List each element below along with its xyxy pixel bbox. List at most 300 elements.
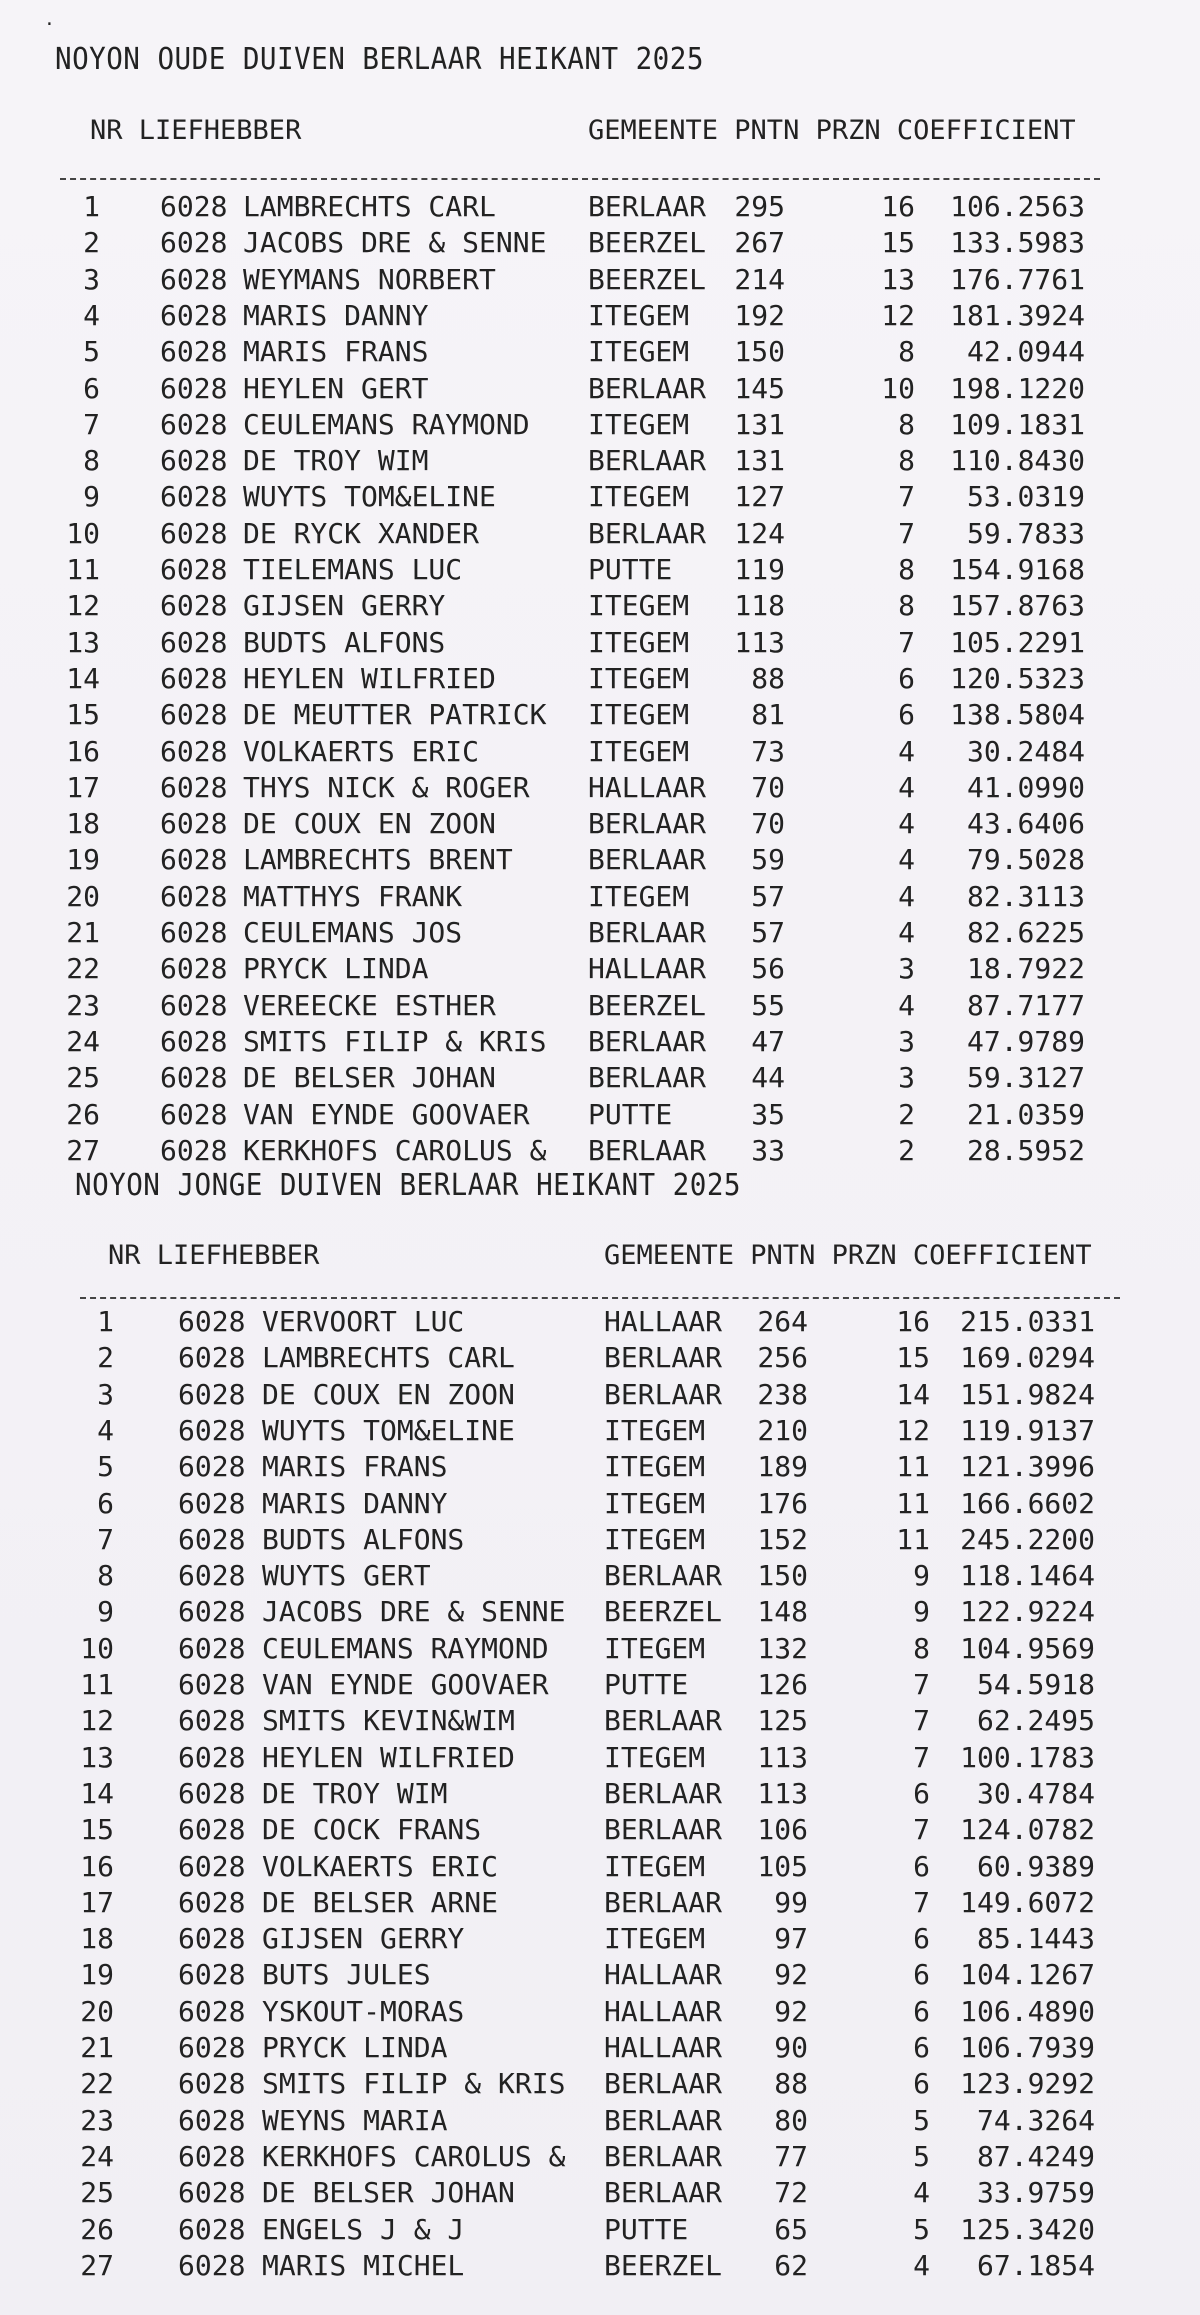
row-member-nr: 6028 xyxy=(178,1559,246,1593)
row-points: 150 xyxy=(734,335,785,369)
row-prizes: 6 xyxy=(898,661,915,695)
row-prizes: 5 xyxy=(913,2103,930,2137)
row-points: 256 xyxy=(757,1341,808,1375)
table-row xyxy=(0,843,1200,879)
row-municipality: BERLAAR xyxy=(604,1885,723,1919)
row-coefficient: 54.5918 xyxy=(976,1668,1095,1701)
row-fancier-name: MARIS DANNY xyxy=(243,298,429,332)
row-prizes: 6 xyxy=(913,2067,930,2101)
row-fancier-name: DE MEUTTER PATRICK xyxy=(243,698,547,732)
row-municipality: BERLAAR xyxy=(604,1813,723,1847)
row-fancier-name: MARIS MICHEL xyxy=(262,2248,465,2282)
row-prizes: 11 xyxy=(896,1522,930,1556)
row-fancier-name: DE TROY WIM xyxy=(262,1776,448,1810)
row-points: 99 xyxy=(774,1885,808,1919)
row-fancier-name: MATTHYS FRANK xyxy=(243,879,463,913)
row-coefficient: 30.2484 xyxy=(966,734,1085,768)
row-prizes: 6 xyxy=(913,1994,930,2028)
row-rank: 20 xyxy=(66,879,100,913)
table-row xyxy=(0,1595,1200,1631)
row-fancier-name: HEYLEN WILFRIED xyxy=(243,661,496,695)
row-coefficient: 82.3113 xyxy=(966,879,1085,913)
row-municipality: BEERZEL xyxy=(604,2248,723,2282)
row-member-nr: 6028 xyxy=(178,1740,246,1774)
row-prizes: 2 xyxy=(898,1097,915,1131)
header-divider xyxy=(60,178,1100,180)
row-coefficient: 122.9224 xyxy=(960,1595,1095,1629)
row-fancier-name: DE BELSER JOHAN xyxy=(262,2176,515,2210)
row-points: 150 xyxy=(757,1559,808,1593)
row-fancier-name: WUYTS TOM&ELINE xyxy=(262,1413,515,1447)
row-member-nr: 6028 xyxy=(160,1097,228,1131)
row-municipality: HALLAAR xyxy=(604,1958,723,1992)
row-municipality: BERLAAR xyxy=(604,1559,723,1593)
row-municipality: BERLAAR xyxy=(588,1133,707,1167)
row-rank: 5 xyxy=(83,335,100,369)
table-row xyxy=(0,1813,1200,1849)
row-points: 92 xyxy=(774,1994,808,2028)
table-row xyxy=(0,1922,1200,1958)
row-coefficient: 21.0359 xyxy=(966,1097,1085,1131)
section-title: NOYON JONGE DUIVEN BERLAAR HEIKANT 2025 xyxy=(75,1168,741,1203)
row-fancier-name: KERKHOFS CAROLUS & xyxy=(243,1133,547,1167)
row-prizes: 5 xyxy=(913,2139,930,2173)
table-row xyxy=(0,1378,1200,1414)
row-fancier-name: SMITS KEVIN&WIM xyxy=(262,1704,515,1738)
row-prizes: 4 xyxy=(898,770,915,804)
table-row xyxy=(0,517,1200,553)
row-points: 56 xyxy=(751,952,785,986)
table-row xyxy=(0,1341,1200,1377)
row-points: 73 xyxy=(751,734,785,768)
row-prizes: 8 xyxy=(898,589,915,623)
row-points: 126 xyxy=(757,1668,808,1701)
row-rank: 19 xyxy=(66,843,100,877)
row-coefficient: 87.4249 xyxy=(976,2139,1095,2173)
row-rank: 3 xyxy=(83,262,100,296)
table-row xyxy=(0,807,1200,843)
row-member-nr: 6028 xyxy=(160,407,228,441)
table-row xyxy=(0,698,1200,734)
row-fancier-name: WUYTS GERT xyxy=(262,1559,431,1593)
table-row xyxy=(0,226,1200,262)
row-coefficient: 169.0294 xyxy=(960,1341,1095,1375)
row-fancier-name: WEYMANS NORBERT xyxy=(243,262,496,296)
row-coefficient: 67.1854 xyxy=(976,2248,1095,2282)
row-points: 55 xyxy=(751,988,785,1022)
row-municipality: ITEGEM xyxy=(604,1413,706,1447)
row-rank: 21 xyxy=(66,916,100,949)
row-municipality: BERLAAR xyxy=(588,371,707,405)
row-municipality: BERLAAR xyxy=(588,190,707,223)
row-rank: 14 xyxy=(66,661,100,695)
row-municipality: PUTTE xyxy=(588,553,673,586)
row-rank: 22 xyxy=(66,952,100,986)
row-fancier-name: BUDTS ALFONS xyxy=(243,625,446,659)
row-coefficient: 53.0319 xyxy=(966,480,1085,514)
row-member-nr: 6028 xyxy=(178,1305,246,1338)
row-fancier-name: VAN EYNDE GOOVAER xyxy=(243,1097,530,1131)
row-municipality: BEERZEL xyxy=(588,988,707,1022)
row-points: 97 xyxy=(774,1922,808,1956)
row-coefficient: 215.0331 xyxy=(960,1305,1095,1338)
row-municipality: BERLAAR xyxy=(604,1341,723,1375)
row-municipality: ITEGEM xyxy=(588,407,690,441)
table-row xyxy=(0,1850,1200,1886)
row-fancier-name: TIELEMANS LUC xyxy=(243,553,463,586)
row-municipality: BERLAAR xyxy=(588,1061,707,1095)
row-fancier-name: SMITS FILIP & KRIS xyxy=(262,2067,566,2101)
row-coefficient: 124.0782 xyxy=(960,1813,1095,1847)
row-member-nr: 6028 xyxy=(160,988,228,1022)
table-row xyxy=(0,662,1200,698)
row-member-nr: 6028 xyxy=(160,1061,228,1095)
row-coefficient: 106.7939 xyxy=(960,2031,1095,2064)
row-rank: 12 xyxy=(66,589,100,623)
row-prizes: 10 xyxy=(881,371,915,405)
row-member-nr: 6028 xyxy=(178,2031,246,2064)
row-municipality: HALLAAR xyxy=(604,2031,723,2064)
row-municipality: BERLAAR xyxy=(604,1704,723,1738)
table-row xyxy=(0,1450,1200,1486)
row-prizes: 13 xyxy=(881,262,915,296)
row-prizes: 15 xyxy=(896,1341,930,1375)
row-coefficient: 121.3996 xyxy=(960,1450,1095,1484)
row-coefficient: 87.7177 xyxy=(966,988,1085,1022)
row-rank: 21 xyxy=(80,2031,114,2064)
row-points: 105 xyxy=(757,1849,808,1883)
row-coefficient: 133.5983 xyxy=(950,226,1085,260)
table-row xyxy=(0,2104,1200,2140)
row-rank: 8 xyxy=(97,1559,114,1593)
row-fancier-name: CEULEMANS RAYMOND xyxy=(243,407,530,441)
row-prizes: 8 xyxy=(898,444,915,478)
row-coefficient: 30.4784 xyxy=(976,1776,1095,1810)
row-points: 118 xyxy=(734,589,785,623)
row-coefficient: 82.6225 xyxy=(966,916,1085,949)
row-member-nr: 6028 xyxy=(178,1922,246,1956)
row-rank: 9 xyxy=(97,1595,114,1629)
row-prizes: 7 xyxy=(898,480,915,514)
row-municipality: BERLAAR xyxy=(604,2176,723,2210)
table-row xyxy=(0,2176,1200,2212)
table-row xyxy=(0,1777,1200,1813)
row-member-nr: 6028 xyxy=(160,262,228,296)
row-member-nr: 6028 xyxy=(178,1885,246,1919)
row-rank: 8 xyxy=(83,444,100,478)
row-points: 88 xyxy=(751,661,785,695)
row-coefficient: 138.5804 xyxy=(950,698,1085,732)
row-coefficient: 106.4890 xyxy=(960,1994,1095,2028)
table-row xyxy=(0,408,1200,444)
row-points: 148 xyxy=(757,1595,808,1629)
row-points: 131 xyxy=(734,444,785,478)
row-fancier-name: LAMBRECHTS CARL xyxy=(262,1341,515,1375)
row-rank: 10 xyxy=(66,516,100,550)
row-rank: 6 xyxy=(83,371,100,405)
row-points: 106 xyxy=(757,1813,808,1847)
table-row xyxy=(0,1523,1200,1559)
row-coefficient: 62.2495 xyxy=(976,1704,1095,1738)
row-prizes: 6 xyxy=(898,698,915,732)
row-municipality: BERLAAR xyxy=(588,843,707,877)
row-member-nr: 6028 xyxy=(178,1849,246,1883)
row-fancier-name: DE COUX EN ZOON xyxy=(262,1377,515,1411)
row-fancier-name: DE RYCK XANDER xyxy=(243,516,480,550)
table-row xyxy=(0,1559,1200,1595)
table-row xyxy=(0,2031,1200,2067)
row-coefficient: 104.1267 xyxy=(960,1958,1095,1992)
row-rank: 1 xyxy=(83,190,100,223)
row-fancier-name: LAMBRECHTS CARL xyxy=(243,190,496,223)
row-rank: 15 xyxy=(66,698,100,732)
table-row xyxy=(0,989,1200,1025)
row-prizes: 4 xyxy=(913,2248,930,2282)
row-coefficient: 151.9824 xyxy=(960,1377,1095,1411)
row-rank: 13 xyxy=(66,625,100,659)
row-points: 127 xyxy=(734,480,785,514)
row-rank: 9 xyxy=(83,480,100,514)
row-fancier-name: VOLKAERTS ERIC xyxy=(243,734,480,768)
row-coefficient: 123.9292 xyxy=(960,2067,1095,2101)
row-rank: 16 xyxy=(66,734,100,768)
row-fancier-name: DE BELSER ARNE xyxy=(262,1885,499,1919)
row-rank: 11 xyxy=(80,1668,114,1701)
row-rank: 4 xyxy=(97,1413,114,1447)
row-coefficient: 106.2563 xyxy=(950,190,1085,223)
row-rank: 22 xyxy=(80,2067,114,2101)
row-coefficient: 157.8763 xyxy=(950,589,1085,623)
row-municipality: ITEGEM xyxy=(588,698,690,732)
row-points: 62 xyxy=(774,2248,808,2282)
row-rank: 17 xyxy=(80,1885,114,1919)
row-coefficient: 18.7922 xyxy=(966,952,1085,986)
row-prizes: 9 xyxy=(913,1595,930,1629)
row-municipality: ITEGEM xyxy=(588,335,690,369)
row-coefficient: 125.3420 xyxy=(960,2212,1095,2246)
row-points: 152 xyxy=(757,1522,808,1556)
row-member-nr: 6028 xyxy=(160,298,228,332)
row-rank: 23 xyxy=(66,988,100,1022)
table-row xyxy=(0,335,1200,371)
row-points: 57 xyxy=(751,916,785,949)
row-coefficient: 100.1783 xyxy=(960,1740,1095,1774)
row-prizes: 16 xyxy=(881,190,915,223)
row-prizes: 11 xyxy=(896,1486,930,1520)
row-points: 72 xyxy=(774,2176,808,2210)
row-prizes: 8 xyxy=(898,407,915,441)
row-points: 44 xyxy=(751,1061,785,1095)
row-municipality: BERLAAR xyxy=(588,1024,707,1058)
table-row xyxy=(0,952,1200,988)
row-fancier-name: BUDTS ALFONS xyxy=(262,1522,465,1556)
row-member-nr: 6028 xyxy=(160,190,228,223)
row-municipality: PUTTE xyxy=(604,2212,689,2246)
row-coefficient: 79.5028 xyxy=(966,843,1085,877)
table-row xyxy=(0,1741,1200,1777)
row-municipality: HALLAAR xyxy=(604,1994,723,2028)
row-rank: 19 xyxy=(80,1958,114,1992)
row-points: 238 xyxy=(757,1377,808,1411)
row-prizes: 15 xyxy=(881,226,915,260)
row-rank: 3 xyxy=(97,1377,114,1411)
row-points: 70 xyxy=(751,807,785,841)
row-municipality: ITEGEM xyxy=(604,1922,706,1956)
row-coefficient: 41.0990 xyxy=(966,770,1085,804)
row-prizes: 8 xyxy=(898,553,915,586)
row-member-nr: 6028 xyxy=(178,1668,246,1701)
row-member-nr: 6028 xyxy=(160,770,228,804)
row-rank: 2 xyxy=(83,226,100,260)
row-fancier-name: WUYTS TOM&ELINE xyxy=(243,480,496,514)
table-row xyxy=(0,1886,1200,1922)
row-coefficient: 42.0944 xyxy=(966,335,1085,369)
row-rank: 20 xyxy=(80,1994,114,2028)
row-points: 113 xyxy=(757,1776,808,1810)
row-points: 113 xyxy=(757,1740,808,1774)
row-rank: 26 xyxy=(66,1097,100,1131)
row-prizes: 7 xyxy=(898,625,915,659)
row-fancier-name: CEULEMANS RAYMOND xyxy=(262,1631,549,1665)
row-member-nr: 6028 xyxy=(160,952,228,986)
row-member-nr: 6028 xyxy=(178,1704,246,1738)
row-fancier-name: DE TROY WIM xyxy=(243,444,429,478)
row-prizes: 7 xyxy=(913,1885,930,1919)
row-coefficient: 166.6602 xyxy=(960,1486,1095,1520)
row-fancier-name: GIJSEN GERRY xyxy=(243,589,446,623)
row-municipality: ITEGEM xyxy=(588,661,690,695)
row-coefficient: 154.9168 xyxy=(950,553,1085,586)
table-row xyxy=(0,1487,1200,1523)
row-municipality: ITEGEM xyxy=(604,1849,706,1883)
table-row xyxy=(0,735,1200,771)
row-points: 267 xyxy=(734,226,785,260)
row-fancier-name: YSKOUT-MORAS xyxy=(262,1994,465,2028)
row-fancier-name: VAN EYNDE GOOVAER xyxy=(262,1668,549,1701)
row-member-nr: 6028 xyxy=(178,1776,246,1810)
row-municipality: BERLAAR xyxy=(588,444,707,478)
row-fancier-name: DE COCK FRANS xyxy=(262,1813,482,1847)
column-header-left: NR LIEFHEBBER xyxy=(90,115,302,146)
table-row xyxy=(0,553,1200,589)
row-points: 90 xyxy=(774,2031,808,2064)
row-member-nr: 6028 xyxy=(160,1133,228,1167)
speck-mark: · xyxy=(44,14,55,35)
table-row xyxy=(0,444,1200,480)
row-points: 189 xyxy=(757,1450,808,1484)
row-fancier-name: PRYCK LINDA xyxy=(262,2031,448,2064)
row-fancier-name: HEYLEN GERT xyxy=(243,371,429,405)
row-coefficient: 118.1464 xyxy=(960,1559,1095,1593)
row-fancier-name: MARIS DANNY xyxy=(262,1486,448,1520)
table-row xyxy=(0,1414,1200,1450)
row-fancier-name: PRYCK LINDA xyxy=(243,952,429,986)
row-points: 192 xyxy=(734,298,785,332)
row-fancier-name: DE COUX EN ZOON xyxy=(243,807,496,841)
row-prizes: 14 xyxy=(896,1377,930,1411)
row-member-nr: 6028 xyxy=(160,444,228,478)
table-row xyxy=(0,880,1200,916)
row-member-nr: 6028 xyxy=(160,843,228,877)
table-row xyxy=(0,916,1200,952)
row-points: 35 xyxy=(751,1097,785,1131)
row-municipality: HALLAAR xyxy=(588,952,707,986)
row-coefficient: 105.2291 xyxy=(950,625,1085,659)
table-row xyxy=(0,299,1200,335)
row-municipality: ITEGEM xyxy=(604,1631,706,1665)
row-prizes: 12 xyxy=(881,298,915,332)
row-coefficient: 47.9789 xyxy=(966,1024,1085,1058)
table-row xyxy=(0,1305,1200,1341)
row-prizes: 7 xyxy=(913,1704,930,1738)
row-rank: 13 xyxy=(80,1740,114,1774)
row-prizes: 7 xyxy=(913,1813,930,1847)
table-row xyxy=(0,1025,1200,1061)
row-municipality: BEERZEL xyxy=(588,262,707,296)
row-coefficient: 85.1443 xyxy=(976,1922,1095,1956)
row-coefficient: 104.9569 xyxy=(960,1631,1095,1665)
row-fancier-name: BUTS JULES xyxy=(262,1958,431,1992)
row-coefficient: 198.1220 xyxy=(950,371,1085,405)
row-points: 214 xyxy=(734,262,785,296)
row-fancier-name: THYS NICK & ROGER xyxy=(243,770,530,804)
row-rank: 7 xyxy=(97,1522,114,1556)
table-row xyxy=(0,263,1200,299)
table-row xyxy=(0,1134,1200,1170)
row-rank: 11 xyxy=(66,553,100,586)
row-municipality: ITEGEM xyxy=(604,1486,706,1520)
column-header-right: GEMEENTE PNTN PRZN COEFFICIENT xyxy=(604,1240,1092,1271)
row-municipality: BERLAAR xyxy=(604,1377,723,1411)
row-member-nr: 6028 xyxy=(160,1024,228,1058)
row-points: 47 xyxy=(751,1024,785,1058)
row-prizes: 4 xyxy=(898,734,915,768)
row-fancier-name: MARIS FRANS xyxy=(262,1450,448,1484)
table-row xyxy=(0,372,1200,408)
row-points: 132 xyxy=(757,1631,808,1665)
row-points: 70 xyxy=(751,770,785,804)
row-prizes: 6 xyxy=(913,1849,930,1883)
column-header-left: NR LIEFHEBBER xyxy=(108,1240,320,1271)
row-prizes: 7 xyxy=(898,516,915,550)
row-fancier-name: GIJSEN GERRY xyxy=(262,1922,465,1956)
table-row xyxy=(0,1995,1200,2031)
row-municipality: ITEGEM xyxy=(604,1450,706,1484)
table-row xyxy=(0,2067,1200,2103)
row-municipality: ITEGEM xyxy=(588,879,690,913)
row-member-nr: 6028 xyxy=(160,879,228,913)
row-member-nr: 6028 xyxy=(178,1450,246,1484)
row-rank: 24 xyxy=(66,1024,100,1058)
header-divider xyxy=(80,1297,1120,1299)
row-coefficient: 60.9389 xyxy=(976,1849,1095,1883)
row-prizes: 3 xyxy=(898,1061,915,1095)
row-member-nr: 6028 xyxy=(160,661,228,695)
row-fancier-name: VERVOORT LUC xyxy=(262,1305,465,1338)
row-points: 59 xyxy=(751,843,785,877)
row-member-nr: 6028 xyxy=(178,2248,246,2282)
row-prizes: 7 xyxy=(913,1668,930,1701)
row-municipality: ITEGEM xyxy=(588,298,690,332)
row-prizes: 8 xyxy=(913,1631,930,1665)
row-points: 33 xyxy=(751,1133,785,1167)
row-municipality: PUTTE xyxy=(604,1668,689,1701)
row-points: 125 xyxy=(757,1704,808,1738)
row-prizes: 8 xyxy=(898,335,915,369)
row-municipality: BERLAAR xyxy=(588,807,707,841)
row-member-nr: 6028 xyxy=(160,589,228,623)
row-member-nr: 6028 xyxy=(178,1377,246,1411)
